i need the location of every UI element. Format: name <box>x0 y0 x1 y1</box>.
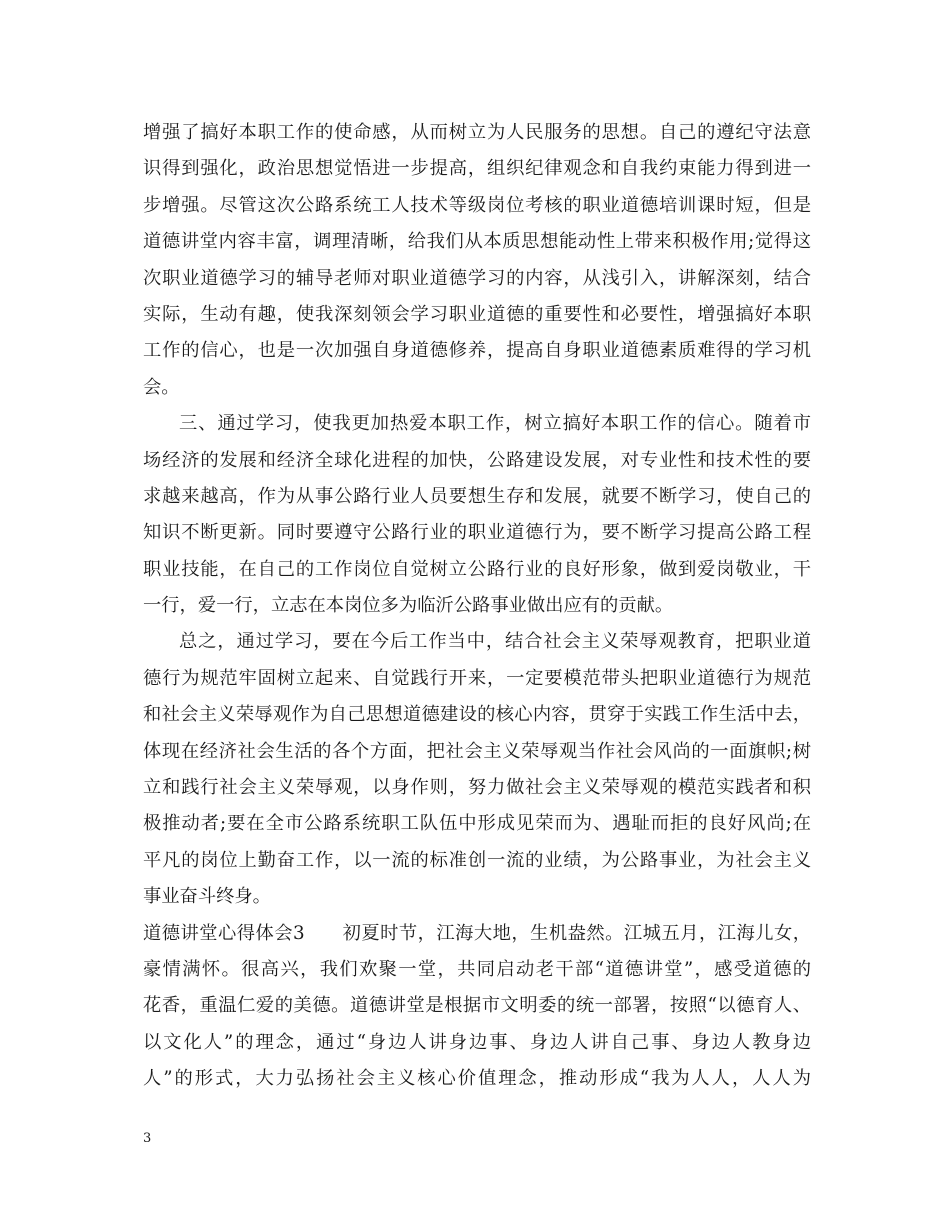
paragraph-start-line: 总之，通过学习，要在今后工作当中，结合社会主义荣辱观教育，把职业道 <box>179 631 811 653</box>
text-line: 识得到强化，政治思想觉悟进一步提高，组织纪律观念和自我约束能力得到进一 <box>143 158 811 180</box>
text-line: 增强了搞好本职工作的使命感，从而树立为人民服务的思想。自己的遵纪守法意 <box>143 122 811 143</box>
text-line: 立和践行社会主义荣辱观，以身作则，努力做社会主义荣辱观的模范实践者和积 <box>143 777 811 799</box>
text-line: 知识不断更新。同时要遵守公路行业的职业道德行为，要不断学习提高公路工程 <box>143 522 811 544</box>
text-line: 事业奋斗终身。 <box>143 886 271 908</box>
text-line: 花香，重温仁爱的美德。道德讲堂是根据市文明委的统一部署，按照“以德育人、 <box>143 995 811 1017</box>
document-body <box>143 115 811 1098</box>
text-line: 场经济的发展和经济全球化进程的加快，公路建设发展，对专业性和技术性的要 <box>143 449 811 471</box>
text-line: 以文化人”的理念，通过“身边人讲身边事、身边人讲自己事、身边人教身边 <box>143 1031 811 1053</box>
section-heading-line: 道德讲堂心得体会3 初夏时节，江海大地，生机盎然。江城五月，江海儿女， <box>143 922 811 944</box>
page-number: 3 <box>143 1131 152 1146</box>
text-line: 道德讲堂内容丰富，调理清晰，给我们从本质思想能动性上带来积极作用;觉得这 <box>143 231 811 253</box>
paragraph-start-line: 三、通过学习，使我更加热爱本职工作，树立搞好本职工作的信心。随着市 <box>179 413 811 435</box>
text-line: 一行，爱一行，立志在本岗位多为临沂公路事业做出应有的贡献。 <box>143 595 674 617</box>
text-line: 豪情满怀。很高兴，我们欢聚一堂，共同启动老干部“道德讲堂”，感受道德的 <box>143 958 811 980</box>
text-line: 体现在经济社会生活的各个方面，把社会主义荣辱观当作社会风尚的一面旗帜;树 <box>143 740 811 762</box>
text-line: 会。 <box>143 376 180 398</box>
text-line: 极推动者;要在全市公路系统职工队伍中形成见荣而为、遇耻而拒的良好风尚;在 <box>143 813 811 835</box>
text-line: 和社会主义荣辱观作为自己思想道德建设的核心内容，贯穿于实践工作生活中去， <box>143 704 811 726</box>
text-line: 德行为规范牢固树立起来、自觉践行开来，一定要模范带头把职业道德行为规范 <box>143 667 811 689</box>
text-line: 工作的信心，也是一次加强自身道德修养，提高自身职业道德素质难得的学习机 <box>143 340 811 362</box>
text-line: 平凡的岗位上勤奋工作，以一流的标准创一流的业绩，为公路事业，为社会主义 <box>143 849 811 871</box>
text-line: 人”的形式，大力弘扬社会主义核心价值理念，推动形成“我为人人，人人为 <box>143 1068 811 1090</box>
text-line: 步增强。尽管这次公路系统工人技术等级岗位考核的职业道德培训课时短，但是 <box>143 194 811 216</box>
text-line: 求越来越高，作为从事公路行业人员要想生存和发展，就要不断学习，使自己的 <box>143 485 811 507</box>
text-line: 实际，生动有趣，使我深刻领会学习职业道德的重要性和必要性，增强搞好本职 <box>143 303 811 325</box>
text-line: 次职业道德学习的辅导老师对职业道德学习的内容，从浅引入，讲解深刻，结合 <box>143 267 811 289</box>
text-line: 职业技能，在自己的工作岗位自觉树立公路行业的良好形象，做到爱岗敬业，干 <box>143 558 811 580</box>
